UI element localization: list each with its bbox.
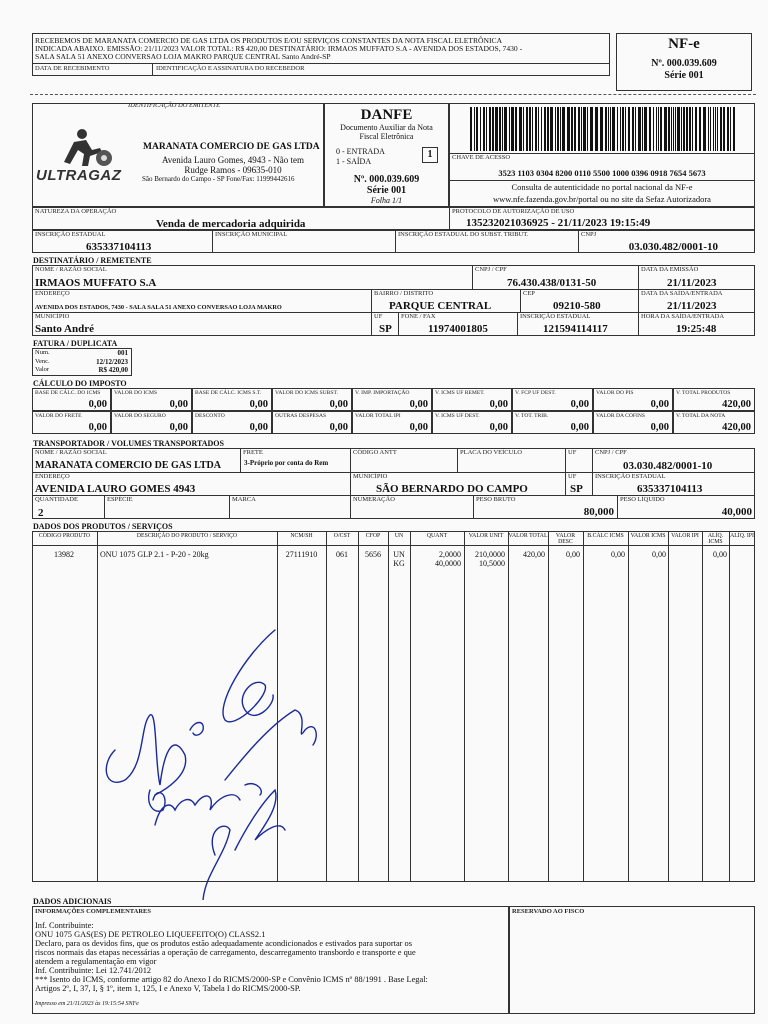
info-line-2: ONU 1075 GAS(ES) DE PETROLEO LIQUEFEITO(O) CLASS2.1	[35, 930, 266, 939]
tax-value: 0,00	[489, 422, 508, 433]
transport-ie-label: INSCRIÇÃO ESTADUAL	[595, 473, 666, 480]
tax-label: V. ICMS UF REMET.	[435, 390, 485, 396]
tax-value: 0,00	[169, 399, 188, 410]
tax-label: BASE DE CÁLC. ICMS S.T.	[195, 390, 262, 396]
net-label: PESO LÍQUIDO	[620, 496, 665, 503]
tax-cell	[673, 411, 755, 434]
tax-cell	[352, 411, 432, 434]
invoice-valor: R$ 420,00	[98, 366, 128, 374]
tax-value: 0,00	[169, 422, 188, 433]
reserved-box	[509, 906, 755, 1014]
cut-line	[30, 94, 756, 95]
cnpj-label: CNPJ	[581, 231, 597, 238]
product-column-header: CÓDIGO PRODUTO	[38, 533, 91, 539]
ie-label: INSCRIÇÃO ESTADUAL	[35, 231, 106, 238]
emitter-section-label: IDENTIFICAÇÃO DO EMITENTE	[128, 102, 221, 109]
prod-unit-2: 10,5000	[479, 559, 505, 568]
consult-text-1: Consulta de autenticidade no portal nacional da NF-e	[511, 182, 693, 192]
receipt-text-2: INDICADA ABAIXO. EMISSÃO: 21/11/2023 VALOR TOTAL: R$ 420,00 DESTINATÁRIO: IRMAOS MUFFATO S.A - AVENIDA DOS ESTADOS, 7430 -	[35, 44, 523, 53]
info-line-8: Artigos 2º, I, 37, I, § 1º, item 1, 125, I e Anexo V, Tabela I do RICMS/2000-SP.	[35, 984, 301, 993]
tax-value: 0,00	[88, 422, 107, 433]
prod-ncm: 27111910	[285, 550, 318, 559]
gross-label: PESO BRUTO	[476, 496, 516, 503]
receipt-text-1: RECEBEMOS DE MARANATA COMERCIO DE GAS LTDA OS PRODUTOS E/OU SERVIÇOS CONSTANTES DA NOTA FISCAL ELETRÔNICA	[35, 36, 503, 45]
nfe-serie: Série 001	[664, 70, 704, 81]
tax-cell	[272, 411, 352, 434]
tax-cell	[192, 411, 272, 434]
transport-cnpj: 03.030.482/0001-10	[623, 460, 713, 472]
tax-label: BASE DE CÁLC. DO ICMS	[35, 390, 101, 396]
tax-section: CÁLCULO DO IMPOSTO	[33, 379, 127, 388]
tax-label: V. IMP. IMPORTAÇÃO	[355, 390, 410, 396]
recipient-cnpj-label: CNPJ / CPF	[475, 266, 507, 273]
tax-label: V. TOT. TRIB.	[515, 413, 549, 419]
tax-value: 0,00	[329, 422, 348, 433]
emitter-address-1: Avenida Lauro Gomes, 4943 - Não tem	[161, 155, 305, 165]
tax-value: 0,00	[409, 399, 428, 410]
info-line-3: Declaro, para os devidos fins, que os produtos estão adequadamente acondicionados e estivados para suportar os	[35, 939, 412, 948]
invoice-num: 001	[117, 349, 128, 357]
transport-uf-label: UF	[568, 449, 577, 456]
tax-cell	[673, 388, 755, 411]
prod-description: ONU 1075 GLP 2.1 - P-20 - 20kg	[100, 550, 209, 559]
exit-date-value: 21/11/2023	[667, 300, 717, 312]
tax-label: V. FCP UF DEST.	[515, 390, 556, 396]
prod-un-1: UN	[393, 550, 405, 559]
product-column-header: VALOR TOTAL	[508, 533, 548, 539]
gross-value: 80,000	[583, 506, 614, 518]
recipient-ie-label: INSCRIÇÃO ESTADUAL	[520, 313, 591, 320]
receipt-signature-label: IDENTIFICAÇÃO E ASSINATURA DO RECEBEDOR	[156, 65, 305, 72]
recipient-name-label: NOME / RAZÃO SOCIAL	[35, 266, 107, 273]
ultragaz-logo-icon	[60, 128, 120, 170]
product-column-header: ALÍQ. ICMS	[707, 533, 724, 546]
antt-label: CÓDIGO ANTT	[353, 449, 397, 456]
info-line-6: Inf. Contribuinte: Lei 12.741/2012	[35, 966, 152, 975]
emitter-name: MARANATA COMERCIO DE GAS LTDA	[143, 142, 320, 152]
tax-label: V. ICMS UF DEST.	[435, 413, 480, 419]
tax-cell	[512, 388, 593, 411]
danfe-serie: Série 001	[366, 185, 407, 196]
nfe-number: Nº. 000.039.609	[651, 58, 717, 69]
tax-value: 0,00	[570, 422, 589, 433]
transport-address: AVENIDA LAURO GOMES 4943	[35, 483, 196, 495]
tax-cell	[432, 388, 512, 411]
tax-cell	[593, 411, 673, 434]
transport-cnpj-label: CNPJ / CPF	[595, 449, 627, 456]
prod-aliq-icms: 0,00	[713, 550, 727, 559]
tax-label: V. TOTAL PRODUTOS	[676, 390, 731, 396]
protocol-label: PROTOCOLO DE AUTORIZAÇÃO DE USO	[452, 208, 575, 215]
freight-label: FRETE	[243, 449, 263, 456]
tax-value: 420,00	[722, 399, 751, 410]
product-column-header: VALOR UNIT	[468, 533, 504, 539]
nature-label: NATUREZA DA OPERAÇÃO	[35, 208, 117, 215]
transport-ie: 635337104113	[637, 483, 703, 495]
freight-value: 3-Próprio por conta do Rem	[244, 459, 329, 467]
danfe-title: DANFE	[360, 107, 413, 123]
invoice-venc-label: Venc.	[35, 358, 50, 365]
nature-value: Venda de mercadoria adquirida	[156, 218, 306, 230]
tax-value: 0,00	[409, 422, 428, 433]
im-label: INSCRIÇÃO MUNICIPAL	[215, 231, 288, 238]
transport-name: MARANATA COMERCIO DE GAS LTDA	[35, 460, 221, 471]
tax-label: VALOR DO SEGURO	[114, 413, 166, 419]
tax-cell	[32, 411, 111, 434]
uf-label: UF	[374, 313, 383, 320]
prod-qty-1: 2,0000	[439, 550, 461, 559]
city-label: MUNICÍPIO	[35, 313, 70, 320]
cnpj-value: 03.030.482/0001-10	[628, 241, 718, 253]
invoice-valor-label: Valor	[35, 366, 50, 373]
danfe-number: Nº. 000.039.609	[353, 174, 420, 185]
transport-uf2: SP	[570, 483, 583, 495]
recipient-address-label: ENDEREÇO	[35, 290, 70, 297]
prod-icms: 0,00	[652, 550, 666, 559]
invoice-venc: 12/12/2023	[96, 358, 128, 366]
tax-cell	[352, 388, 432, 411]
danfe-folha: Folha 1/1	[370, 196, 403, 205]
emission-value: 21/11/2023	[667, 277, 717, 289]
danfe-subtitle-1: Documento Auxiliar da Nota	[340, 123, 433, 132]
tax-value: 0,00	[489, 399, 508, 410]
prod-total: 420,00	[523, 550, 545, 559]
danfe-subtitle-2: Fiscal Eletrônica	[359, 132, 414, 141]
phone-label: FONE / FAX	[401, 313, 436, 320]
transport-city: SÃO BERNARDO DO CAMPO	[376, 483, 528, 495]
products-section: DADOS DOS PRODUTOS / SERVIÇOS	[33, 522, 173, 531]
product-column-header: VALOR IPI	[671, 533, 699, 539]
barcode-icon	[470, 107, 740, 151]
tax-value: 420,00	[722, 422, 751, 433]
district-label: BAIRRO / DISTRITO	[374, 290, 434, 297]
tax-label: VALOR DO ICMS	[114, 390, 158, 396]
prod-bcalc: 0,00	[611, 550, 625, 559]
brand-label: MARCA	[232, 496, 256, 503]
district-value: PARQUE CENTRAL	[389, 300, 492, 312]
info-line-7: *** Isento do ICMS, conforme artigo 82 do Anexo I do RICMS/2000-SP e Convênio ICMS nº 88/1991 . Base Legal:	[35, 975, 428, 984]
tax-label: DESCONTO	[195, 413, 225, 419]
additional-section: DADOS ADICIONAIS	[33, 897, 112, 906]
emitter-address-2: Rudge Ramos - 09635-010	[184, 165, 282, 175]
reserved-label: RESERVADO AO FISCO	[512, 908, 585, 915]
exit-date-label: DATA DA SAÍDA/ENTRADA	[641, 290, 723, 297]
prod-qty-2: 40,0000	[435, 559, 461, 568]
transport-city-label: MUNICÍPIO	[353, 473, 388, 480]
product-column-header: CFOP	[365, 533, 381, 539]
exit-time-value: 19:25:48	[676, 323, 717, 335]
tax-cell	[272, 388, 352, 411]
tax-value: 0,00	[249, 399, 268, 410]
info-line-1: Inf. Contribuinte:	[35, 921, 94, 930]
recipient-address: AVENIDA DOS ESTADOS, 7430 - SALA SALA 51 ANEXO CONVERSAO LOJA MAKRO	[35, 304, 282, 311]
receipt-text-3: SALA SALA 51 ANEXO CONVERSAO LOJA MAKRO PARQUE CENTRAL Santo André-SP	[35, 52, 331, 61]
invoice-section: FATURA / DUPLICATA	[33, 339, 118, 348]
info-label: INFORMAÇÕES COMPLEMENTARES	[35, 908, 151, 915]
prod-cst: 061	[336, 550, 348, 559]
protocol-value: 135232021036925 - 21/11/2023 19:15:49	[466, 217, 651, 229]
recipient-name: IRMAOS MUFFATO S.A	[35, 277, 157, 289]
product-column-header: B.CÁLC ICMS	[587, 533, 624, 539]
exit-time-label: HORA DA SAÍDA/ENTRADA	[641, 313, 725, 320]
transport-name-label: NOME / RAZÃO SOCIAL	[35, 449, 107, 456]
tax-label: VALOR DA COFINS	[596, 413, 646, 419]
emitter-address-3: São Bernardo do Campo - SP Fone/Fax: 11999442616	[142, 175, 295, 183]
product-column-header: UN	[394, 533, 404, 539]
plate-label: PLACA DO VEÍCULO	[460, 449, 522, 456]
tax-cell	[593, 388, 673, 411]
prod-un-2: KG	[393, 559, 405, 568]
prod-desc: 0,00	[566, 550, 580, 559]
tax-label: OUTRAS DESPESAS	[275, 413, 327, 419]
danfe-entry: 0 - ENTRADA	[336, 147, 385, 156]
recipient-cnpj: 76.430.438/0131-50	[507, 277, 597, 289]
tax-label: VALOR DO ICMS SUBST.	[275, 390, 338, 396]
product-column-header: NCM/SH	[290, 533, 313, 539]
tax-cell	[32, 388, 111, 411]
city-value: Santo André	[35, 323, 94, 335]
receipt-date-label: DATA DE RECEBIMENTO	[35, 65, 110, 72]
prod-unit-1: 210,0000	[475, 550, 505, 559]
tax-cell	[192, 388, 272, 411]
product-column-header: VALOR ICMS	[630, 533, 666, 539]
qty-value: 2	[38, 507, 44, 519]
tax-label: VALOR DO FRETE	[35, 413, 82, 419]
tax-cell	[432, 411, 512, 434]
numbering-label: NUMERAÇÃO	[353, 496, 395, 503]
info-line-5: atendem a regulamentação em vigor	[35, 957, 157, 966]
transport-uf2-label: UF	[568, 473, 577, 480]
tax-cell	[111, 411, 192, 434]
species-label: ESPÉCIE	[107, 496, 133, 503]
tax-label: VALOR DO PIS	[596, 390, 634, 396]
tax-value: 0,00	[88, 399, 107, 410]
invoice-num-label: Num.	[35, 349, 50, 356]
emission-label: DATA DA EMISSÃO	[641, 266, 699, 273]
transport-address-label: ENDEREÇO	[35, 473, 70, 480]
handwritten-signature	[95, 615, 335, 900]
tax-value: 0,00	[650, 399, 669, 410]
tax-label: V. TOTAL DA NOTA	[676, 413, 726, 419]
consult-text-2: www.nfe.fazenda.gov.br/portal ou no site da Sefaz Autorizadora	[493, 194, 711, 204]
product-column-header: O/CST	[333, 533, 351, 539]
transport-section: TRANSPORTADOR / VOLUMES TRANSPORTADOS	[33, 439, 224, 448]
tax-value: 0,00	[329, 399, 348, 410]
ie-st-label: INSCRIÇÃO ESTADUAL DO SUBST. TRIBUT.	[398, 231, 529, 238]
nfe-title: NF-e	[668, 36, 700, 52]
uf-value: SP	[379, 323, 392, 335]
info-line-4: riscos normais das etapas necessárias a operação de carregamento, descarregamento transbordo e transporte e que	[35, 948, 416, 957]
recipient-section: DESTINATÁRIO / REMETENTE	[33, 256, 152, 265]
danfe-type-box: 1	[422, 147, 438, 163]
cep-label: CEP	[523, 290, 535, 297]
ie-value: 635337104113	[86, 241, 152, 253]
danfe-exit: 1 - SAÍDA	[336, 157, 372, 166]
product-column-header: DESCRIÇÃO DO PRODUTO / SERVIÇO	[136, 533, 238, 539]
tax-value: 0,00	[570, 399, 589, 410]
access-key: 3523 1103 0304 8200 0110 5500 1000 0396 0918 7654 5673	[498, 168, 706, 178]
phone-value: 11974001805	[428, 323, 488, 335]
tax-label: VALOR TOTAL IPI	[355, 413, 401, 419]
product-column-header: VALOR DESC	[555, 533, 576, 546]
product-column-header: ALÍQ. IPI	[730, 533, 754, 539]
qty-label: QUANTIDADE	[35, 496, 78, 503]
printed-at: Impresso em 21/11/2023 às 19:15:54 SNFe	[35, 1001, 139, 1007]
ultragaz-logo-text: ULTRAGAZ	[36, 167, 122, 184]
prod-code: 13982	[54, 550, 74, 559]
tax-value: 0,00	[249, 422, 268, 433]
product-column-header: QUANT	[426, 533, 448, 539]
tax-cell	[512, 411, 593, 434]
recipient-ie-value: 121594114117	[543, 323, 608, 335]
cep-value: 09210-580	[553, 300, 601, 312]
tax-value: 0,00	[650, 422, 669, 433]
access-key-label: CHAVE DE ACESSO	[452, 154, 511, 161]
prod-cfop: 5656	[365, 550, 381, 559]
tax-cell	[111, 388, 192, 411]
net-value: 40,000	[721, 506, 752, 518]
